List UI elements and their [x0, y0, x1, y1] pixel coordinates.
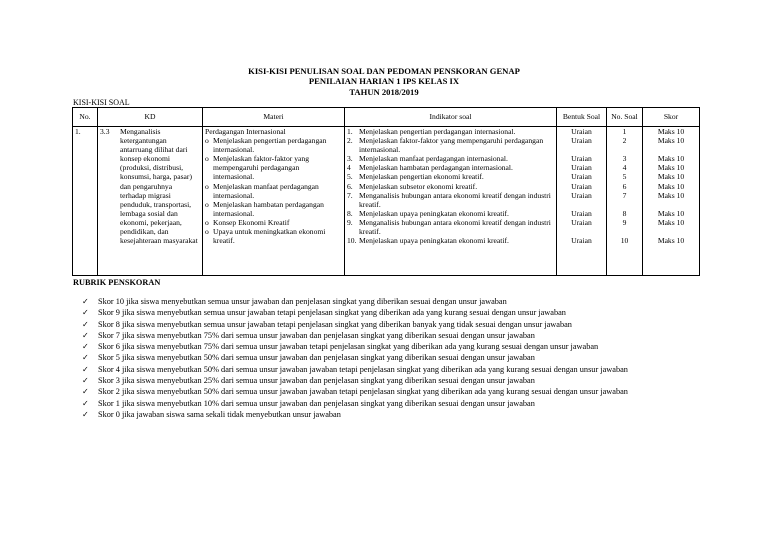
indikator-item: [347, 127, 554, 136]
bentuk-soal-value: Uraian: [571, 172, 592, 182]
bentuk-soal-value: Uraian: [571, 236, 592, 246]
no-soal-value: [609, 145, 640, 154]
indikator-text: Menjelaskan manfaat perdagangan internasional.: [359, 154, 508, 164]
skor-value: Maks 10: [657, 236, 685, 246]
bullet-circle-icon: o: [205, 217, 209, 227]
rubrik-item: [82, 375, 628, 386]
bentuk-soal-value: Uraian: [571, 208, 592, 218]
materi-item-text: Menjelaskan hambatan perdagangan internasional.: [213, 199, 324, 218]
no-soal-value: 4: [622, 163, 627, 173]
indikator-item: [347, 236, 554, 245]
indikator-item: [347, 163, 554, 172]
bentuk-soal-value: [559, 227, 604, 236]
rubrik-list: [82, 296, 628, 420]
doc-title-line1: KISI-KISI PENULISAN SOAL DAN PEDOMAN PENSKORAN GENAP: [248, 66, 520, 76]
materi-item-text: Upaya untuk meningkatkan ekonomi kreatif.: [213, 227, 326, 246]
rubrik-item-text: Skor 3 jika siswa menyebutkan 25% dari semua unsur jawaban dan penjelasan singkat yang diberikan sesuai dengan unsur jawaban: [98, 376, 535, 386]
bentuk-soal-value: Uraian: [571, 217, 592, 227]
rubrik-item: [82, 386, 628, 397]
rubrik-item: [82, 330, 628, 341]
bullet-circle-icon: o: [205, 181, 209, 191]
indikator-text: Menjelaskan faktor-faktor yang mempengaruhi perdagangan internasional.: [359, 136, 544, 155]
indikator-text: Menjelaskan subsetor ekonomi kreatif.: [359, 181, 478, 191]
no-soal-value: 10: [620, 236, 629, 246]
rubrik-item-text: Skor 4 jika siswa menyebutkan 50% dari semua unsur jawaban jawaban tetapi penjelasan singkat yang diberikan ada yang kurang sesuai dengan unsur jawaban: [98, 364, 628, 374]
indikator-number: 2.: [347, 136, 353, 146]
materi-item-text: Konsep Ekonomi Kreatif: [213, 217, 290, 227]
skor-value: Maks 10: [657, 181, 685, 191]
no-soal-value: [609, 200, 640, 209]
rubrik-item-text: Skor 8 jika siswa menyebutkan semua unsur jawaban tetapi penjelasan singkat yang diberikan banyak yang tidak sesuai dengan unsur jawaban: [98, 319, 572, 329]
check-icon: ✓: [82, 297, 89, 306]
rubrik-title: RUBRIK PENSKORAN: [73, 278, 161, 287]
cell-kd: [98, 127, 203, 276]
indikator-item: [347, 218, 554, 236]
no-soal-value: [609, 227, 640, 236]
skor-value: [645, 200, 697, 209]
skor-value: Maks 10: [657, 217, 685, 227]
indikator-item: [347, 182, 554, 191]
indikator-number: 10.: [347, 236, 357, 246]
header-no-soal: No. Soal: [607, 108, 643, 127]
bullet-circle-icon: o: [205, 136, 209, 146]
materi-item: [205, 154, 342, 181]
skor-value: Maks 10: [657, 172, 685, 182]
kd-text: Menganalisis ketergantungan antarruang dilihat dari konsep ekonomi (produksi, distribusi, konsumsi, harga, pasar) dan pengaruhnya terhadap migrasi penduduk, transportasi, lembaga sosial dan ekonomi, pekerjaan, pendidikan, dan kesejahteraan masyarakat: [120, 127, 198, 246]
bentuk-soal-value: Uraian: [571, 136, 592, 146]
cell-materi: [203, 127, 345, 276]
bentuk-soal-value: Uraian: [571, 190, 592, 200]
indikator-text: Menganalisis hubungan antara ekonomi kreatif dengan industri kreatif.: [359, 190, 551, 209]
indikator-item: [347, 136, 554, 154]
section-label: KISI-KISI SOAL: [73, 98, 130, 107]
check-icon: ✓: [82, 364, 89, 374]
bentuk-soal-value: Uraian: [571, 163, 592, 173]
rubrik-item: [82, 307, 628, 318]
check-icon: ✓: [82, 330, 89, 340]
no-soal-value: 9: [622, 217, 627, 227]
rubrik-item-text: Skor 9 jika siswa menyebutkan semua unsur jawaban tetapi penjelasan singkat yang diberikan ada yang kurang sesuai dengan unsur jawaban: [98, 308, 566, 318]
no-soal-value: 8: [622, 208, 627, 218]
table-header-row: [73, 108, 700, 127]
bentuk-soal-value: [559, 145, 604, 154]
bentuk-soal-value: Uraian: [571, 154, 592, 164]
skor-value: Maks 10: [657, 163, 685, 173]
skor-value: Maks 10: [657, 136, 685, 146]
indikator-text: Menganalisis hubungan antara ekonomi kreatif dengan industri kreatif.: [359, 217, 551, 237]
rubrik-item: [82, 352, 628, 363]
bentuk-soal-value: Uraian: [571, 181, 592, 191]
check-icon: ✓: [82, 342, 89, 352]
rubrik-item: [82, 296, 628, 307]
cell-no-soal: [607, 127, 643, 276]
indikator-number: 1.: [347, 127, 353, 136]
header-bentuk-soal: Bentuk Soal: [557, 108, 607, 127]
bullet-circle-icon: o: [205, 227, 209, 237]
no-soal-value: 3: [622, 154, 627, 164]
no-soal-value: 1: [622, 127, 627, 136]
materi-heading: Perdagangan Internasional: [205, 127, 286, 136]
bullet-circle-icon: o: [205, 199, 209, 209]
indikator-number: 5.: [347, 172, 353, 182]
header-skor: Skor: [643, 108, 700, 127]
materi-item-text: Menjelaskan faktor-faktor yang mempengaruhi perdagangan internasional.: [213, 154, 309, 182]
header-materi: Materi: [203, 108, 345, 127]
doc-title-line3: TAHUN 2018/2019: [349, 87, 419, 97]
bullet-circle-icon: o: [205, 154, 209, 164]
skor-value: [645, 145, 697, 154]
table-row: [73, 127, 700, 276]
materi-item: [205, 200, 342, 218]
header-no: No.: [73, 108, 98, 127]
rubrik-item-text: Skor 6 jika siswa menyebutkan 75% dari semua unsur jawaban tetapi penjelasan singkat yang diberikan ada yang kurang sesuai dengan unsur jawaban: [98, 342, 599, 352]
rubrik-item: [82, 409, 628, 420]
bentuk-soal-value: Uraian: [571, 127, 592, 136]
indikator-text: Menjelaskan upaya peningkatan ekonomi kreatif.: [359, 236, 509, 246]
check-icon: ✓: [82, 319, 89, 329]
rubrik-item: [82, 364, 628, 375]
materi-item: [205, 136, 342, 154]
materi-item-text: Menjelaskan pengertian perdagangan internasional.: [213, 136, 327, 155]
skor-value: [645, 227, 697, 236]
rubrik-item-text: Skor 2 jika siswa menyebutkan 50% dari semua unsur jawaban jawaban tetapi penjelasan singkat yang diberikan ada yang kurang sesuai dengan unsur jawaban: [98, 387, 628, 397]
indikator-number: 9.: [347, 217, 353, 227]
materi-item: [205, 182, 342, 200]
rubrik-item-text: Skor 7 jika siswa menyebutkan 75% dari semua unsur jawaban dan penjelasan singkat yang diberikan sesuai dengan unsur jawaban: [98, 330, 535, 340]
materi-item: [205, 227, 342, 245]
kisi-kisi-table: [72, 107, 700, 276]
indikator-number: 3.: [347, 154, 353, 164]
check-icon: ✓: [82, 409, 89, 419]
rubrik-item-text: Skor 1 jika siswa menyebutkan 10% dari semua unsur jawaban dan penjelasan singkat yang diberikan sesuai dengan unsur jawaban: [98, 398, 535, 408]
header-indikator: Indikator soal: [345, 108, 557, 127]
skor-value: Maks 10: [657, 127, 685, 136]
cell-bentuk-soal: [557, 127, 607, 276]
no-soal-value: 6: [622, 181, 627, 191]
rubrik-item-text: Skor 5 jika siswa menyebutkan 50% dari semua unsur jawaban dan penjelasan singkat yang diberikan sesuai dengan unsur jawaban: [98, 353, 535, 363]
indikator-number: 6.: [347, 181, 353, 191]
check-icon: ✓: [82, 308, 89, 318]
cell-no: 1.: [73, 127, 98, 276]
check-icon: ✓: [82, 398, 89, 408]
kd-number: 3.3: [100, 127, 110, 136]
no-soal-value: 2: [622, 136, 627, 146]
check-icon: ✓: [82, 387, 89, 397]
rubrik-item: [82, 319, 628, 330]
skor-value: Maks 10: [657, 208, 685, 218]
check-icon: ✓: [82, 376, 89, 386]
rubrik-item-text: Skor 10 jika siswa menyebutkan semua unsur jawaban dan penjelasan singkat yang diberikan sesuai dengan unsur jawaban: [98, 297, 507, 306]
indikator-text: Menjelaskan hambatan perdagangan internasional.: [359, 163, 513, 173]
no-soal-value: 7: [622, 190, 627, 200]
bentuk-soal-value: [559, 200, 604, 209]
materi-item-text: Menjelaskan manfaat perdagangan internasional.: [213, 181, 319, 200]
header-kd: KD: [98, 108, 203, 127]
cell-skor: [643, 127, 700, 276]
indikator-item: [347, 154, 554, 163]
no-soal-value: 5: [622, 172, 627, 182]
check-icon: ✓: [82, 353, 89, 363]
doc-title-line2: PENILAIAN HARIAN 1 IPS KELAS IX: [308, 76, 460, 86]
indikator-text: Menjelaskan pengertian perdagangan internasional.: [359, 127, 516, 136]
indikator-item: [347, 209, 554, 218]
rubrik-item-text: Skor 0 jika jawaban siswa sama sekali tidak menyebutkan unsur jawaban: [98, 409, 341, 419]
skor-value: Maks 10: [657, 190, 685, 200]
indikator-text: Menjelaskan pengertian ekonomi kreatif.: [359, 172, 484, 182]
materi-item: [205, 218, 342, 227]
skor-value: Maks 10: [657, 154, 685, 164]
rubrik-item: [82, 341, 628, 352]
indikator-item: [347, 172, 554, 181]
indikator-number: 7.: [347, 190, 353, 200]
indikator-number: 4: [347, 163, 351, 173]
rubrik-item: [82, 398, 628, 409]
indikator-text: Menjelaskan upaya peningkatan ekonomi kreatif.: [359, 208, 509, 218]
indikator-number: 8.: [347, 208, 353, 218]
cell-indikator: [345, 127, 557, 276]
indikator-item: [347, 191, 554, 209]
